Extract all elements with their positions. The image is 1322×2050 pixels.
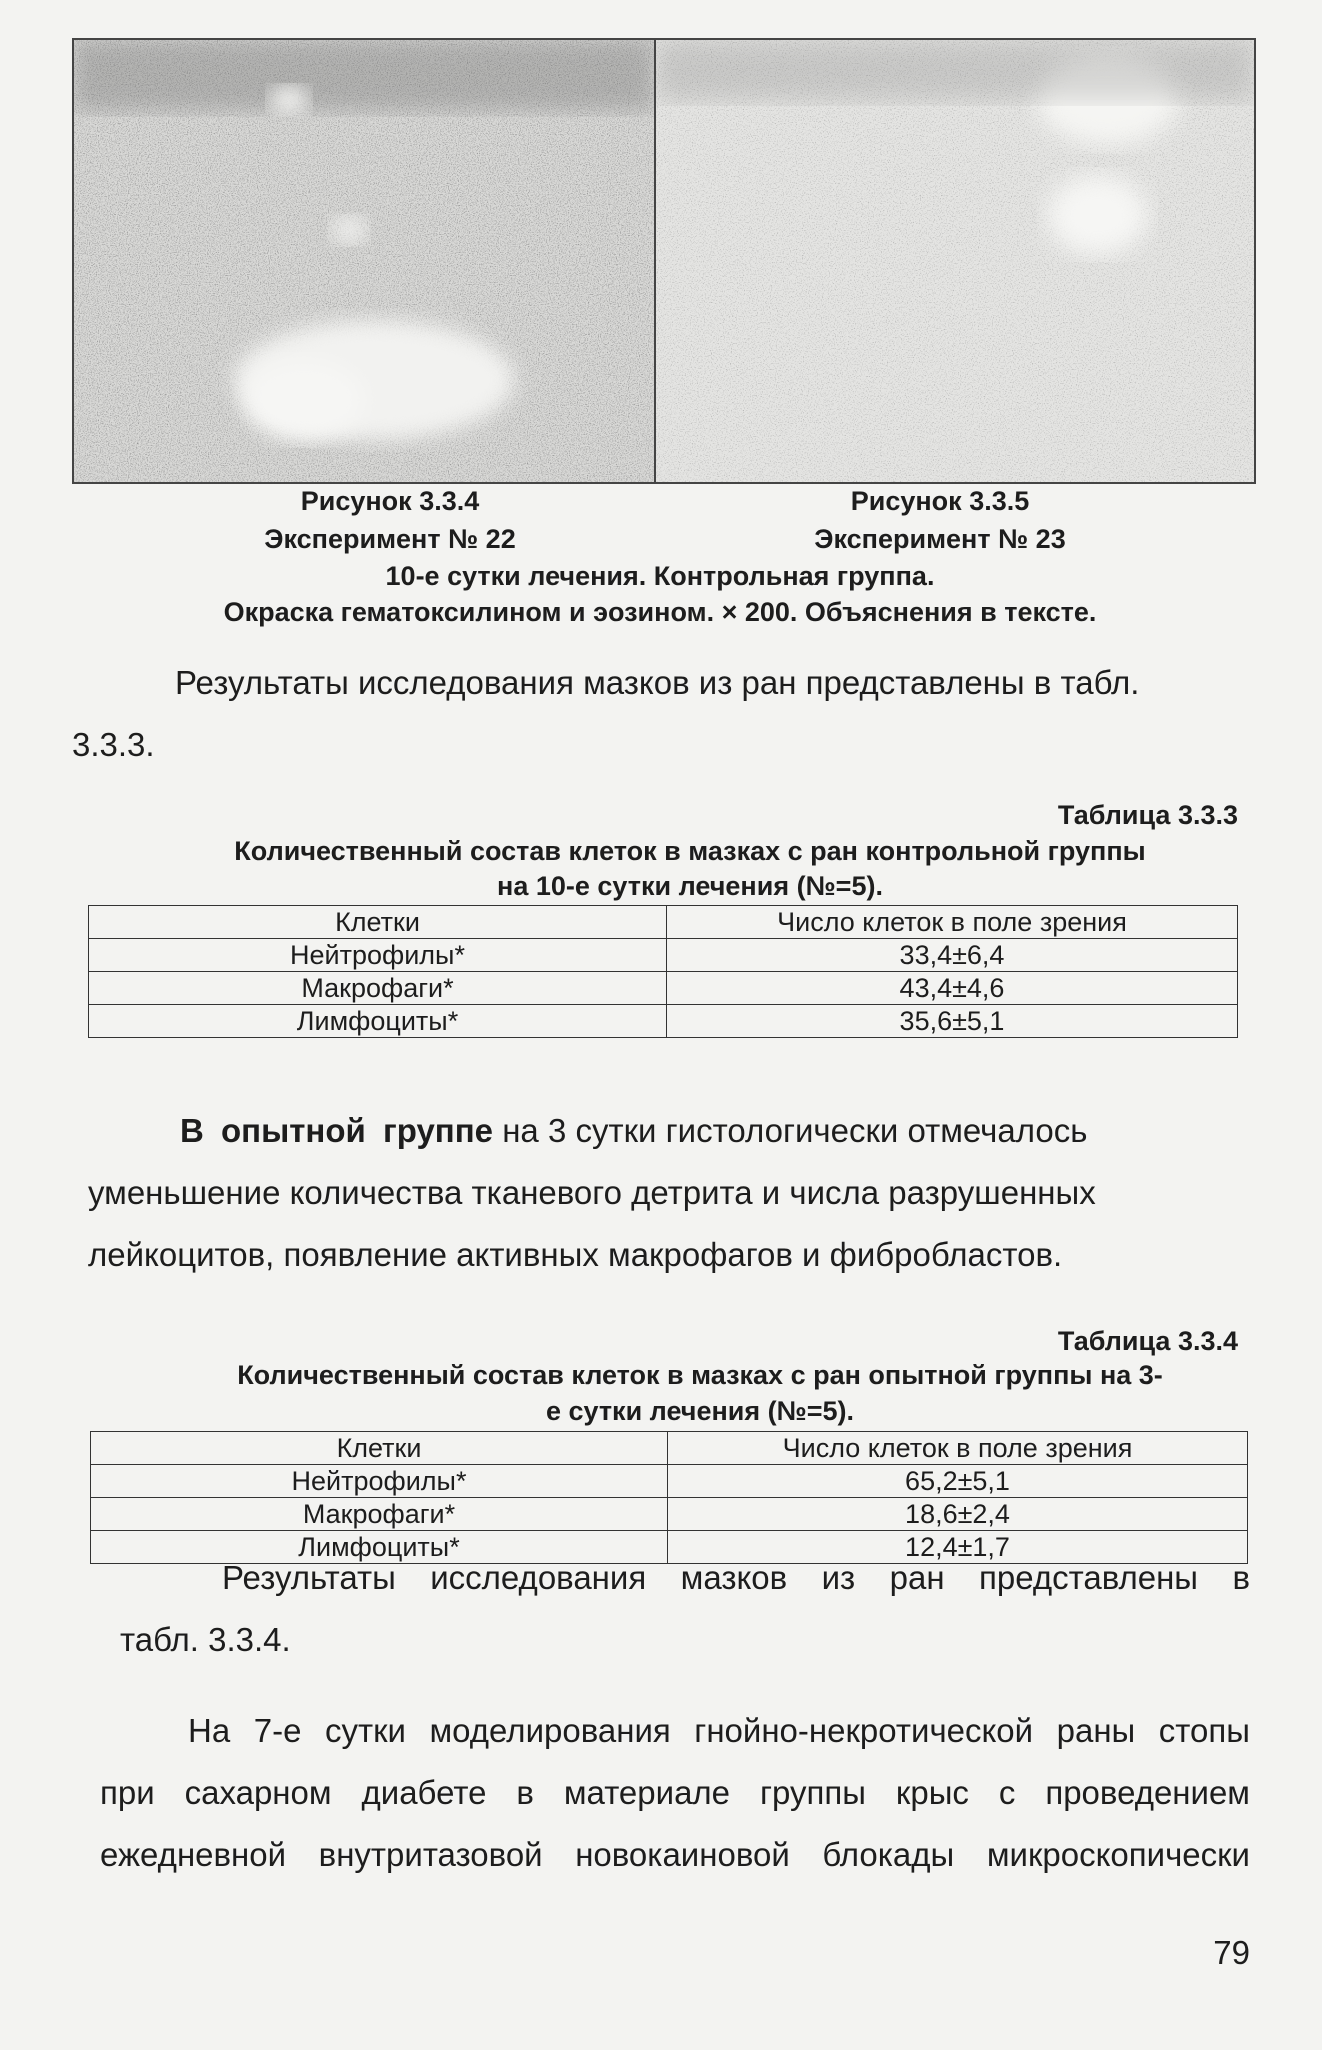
table-header-cell: Число клеток в поле зрения — [668, 1432, 1248, 1465]
paragraph-2-line1 — [180, 1100, 1240, 1162]
figure-3-3-5-image — [656, 40, 1254, 482]
table-cell: Нейтрофилы* — [91, 1465, 668, 1498]
table-cell: Лимфоциты* — [89, 1005, 667, 1038]
table-2-title-line1: Количественный состав клеток в мазках с ран опытной группы на 3- — [237, 1360, 1163, 1390]
figure-3-3-5-experiment: Эксперимент № 23 — [814, 524, 1066, 554]
paragraph-2-line1-rest: на 3 сутки гистологически отмечалось — [493, 1112, 1088, 1149]
table-cell: Нейтрофилы* — [89, 939, 667, 972]
table-cell: 33,4±6,4 — [667, 939, 1238, 972]
table-header-cell: Клетки — [91, 1432, 668, 1465]
table-1-label: Таблица 3.3.3 — [1057, 800, 1238, 830]
table-1-title-line1: Количественный состав клеток в мазках с ран контрольной группы — [234, 836, 1146, 866]
table-header-cell: Число клеток в поле зрения — [667, 906, 1238, 939]
table-cell: Макрофаги* — [89, 972, 667, 1005]
table-cell: 12,4±1,7 — [668, 1531, 1248, 1564]
figure-3-3-4-image — [74, 40, 656, 482]
figures-panel — [72, 38, 1256, 484]
table-1 — [88, 905, 1238, 1038]
table-row — [91, 1498, 1248, 1531]
table-row — [89, 939, 1238, 972]
table-row — [89, 1005, 1238, 1038]
table-cell: Макрофаги* — [91, 1498, 668, 1531]
table-header-cell: Клетки — [89, 906, 667, 939]
table-cell: 35,6±5,1 — [667, 1005, 1238, 1038]
paragraph-1-line1: Результаты исследования мазков из ран представлены в табл. — [175, 664, 1140, 701]
paragraph-4-line3: ежедневной внутритазовой новокаиновой блокады микроскопически — [100, 1836, 1250, 1873]
paragraph-4-line2: при сахарном диабете в материале группы крыс с проведением — [100, 1774, 1250, 1811]
figure-caption-line2: Окраска гематоксилином и эозином. × 200. Объяснения в тексте. — [223, 597, 1097, 627]
figure-3-3-4-experiment: Эксперимент № 22 — [264, 524, 516, 554]
table-cell: 18,6±2,4 — [668, 1498, 1248, 1531]
paragraph-4-line1: На 7-е сутки моделирования гнойно-некротической раны стопы — [188, 1712, 1250, 1749]
table-1-title-line2: на 10-е сутки лечения (№=5). — [497, 871, 883, 901]
table-header-row — [91, 1432, 1248, 1465]
paragraph-3-line1: Результаты исследования мазков из ран представлены в — [222, 1559, 1250, 1596]
paragraph-2-line2: уменьшение количества тканевого детрита и числа разрушенных — [88, 1174, 1096, 1211]
table-cell: 65,2±5,1 — [668, 1465, 1248, 1498]
table-header-row — [89, 906, 1238, 939]
table-cell: Лимфоциты* — [91, 1531, 668, 1564]
table-2-label: Таблица 3.3.4 — [1057, 1326, 1238, 1356]
figure-3-3-4-label: Рисунок 3.3.4 — [300, 486, 480, 516]
figure-caption-line1: 10-е сутки лечения. Контрольная группа. — [385, 561, 935, 591]
table-row — [91, 1465, 1248, 1498]
paragraph-2-line3: лейкоцитов, появление активных макрофагов и фибробластов. — [88, 1236, 1063, 1273]
table-cell: 43,4±4,6 — [667, 972, 1238, 1005]
paragraph-2-bold-lead: В опытной группе — [180, 1112, 494, 1149]
figure-3-3-5-label: Рисунок 3.3.5 — [850, 486, 1030, 516]
table-row — [89, 972, 1238, 1005]
table-2 — [90, 1431, 1248, 1564]
paragraph-1-line2: 3.3.3. — [72, 726, 155, 763]
page-number: 79 — [1213, 1934, 1250, 1971]
table-2-title-line2: е сутки лечения (№=5). — [545, 1396, 855, 1426]
paragraph-3-line2: табл. 3.3.4. — [120, 1621, 291, 1658]
